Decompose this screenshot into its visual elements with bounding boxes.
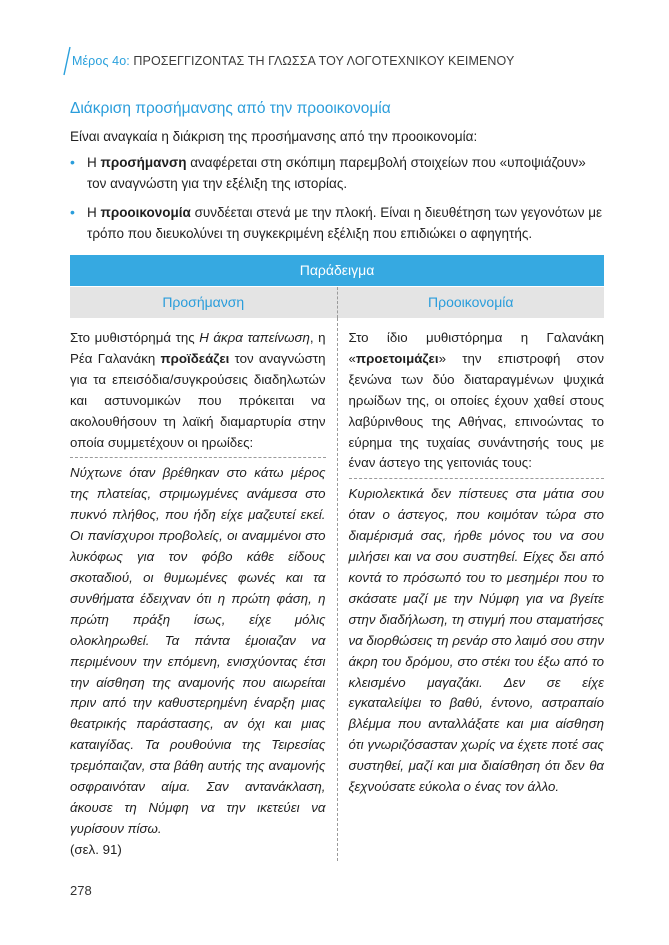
bullet-term: προοικονομία <box>100 205 191 220</box>
bullet-prefix: Η <box>87 155 101 170</box>
bullet-prefix: Η <box>87 205 101 220</box>
bullet-dot-icon: • <box>70 204 75 220</box>
intro-paragraph: Είναι αναγκαία η διάκριση της προσήμανσης από την προοικονομία: <box>70 129 478 144</box>
bullet-dot-icon: • <box>70 154 75 170</box>
bullet-text: αναφέρεται στη σκόπιμη παρεμβολή στοιχείων που «υποψιάζουν» τον αναγνώστη για την εξέλιξη της ιστορίας. <box>87 155 586 191</box>
header-text <box>72 54 514 68</box>
quote-text: Κυριολεκτικά δεν πίστευες στα μάτια σου όταν ο άστεγος, που κοιμόταν τώρα στο διαμέρισμά σας, ήρθε μόνος του να σου μιλήσει και να σου συστηθεί. Είχες δει από κοντά το πρόσωπό του το μεσημέρι που το σκάσατε μαζί με την Νύμφη για να βγείτε στην διαδήλωση, τη στιγμή που σταματήσες να διορθώσεις τη ρενάρ στο λαιμό σου στην άκρη του δρόμου, στο στέκι του έξω από το κλεισμένο μαγαζάκι. Δεν σε είχε εγκαταλείψει το βαθύ, έντονο, αστραπαίο βλέμμα που ανταλλάξατε και μια αίσθηση ότι γνωριζόσασταν χωρίς να έχετε ποτέ σας συστηθεί, μαζί και μια διαίσθηση ότι δεν θα ξεχνούσατε εύκολα ο ένας τον άλλο. <box>348 486 605 795</box>
example-table <box>70 255 604 861</box>
prooikonomia-cell <box>337 318 604 861</box>
column-heading-prosimansi: Προσήμανση <box>70 287 337 319</box>
key-verb: προϊδεάζει <box>160 350 230 366</box>
text-run: τον αναγνώστη για τα επεισόδια/συγκρούσεις διαδηλωτών και αστυνομικών που πρόκειται να ακολουθήσουν τη λαϊκή διαμαρτυρία στην οποία συμμετέχουν οι ηρωίδες: <box>70 350 326 450</box>
header-part: Μέρος 4ο: <box>72 54 130 68</box>
prosimansi-cell <box>70 318 337 861</box>
quote-text: Νύχτωνε όταν βρέθηκαν στο κάτω μέρος της πλατείας, στριμωγμένες ανάμεσα στο πυκνό πλήθος, που ήδη είχε μαζευτεί εκεί. Οι πανίσχυροι προβολείς, οι αναμμένοι στο λυκόφως για τον φόβο κάθε είδους σκοταδιού, οι θυμωμένες φωνές και τα συνθήματα έδειχναν ότι η πρώτη φάση, η πρώτη πράξη ίσως, είχε μόλις ολοκληρωθεί. Τα πάντα έμοιαζαν να περιμένουν την επόμενη, ενισχύοντας έτσι την αίσθηση της αναμονής που αιωρείται πριν από την καθυστερημένη έναρξη μιας θεατρικής παράστασης, αν όχι και μιας καταιγίδας. Τα ρουθούνια της Τειρεσίας τρεμόπαιζαν, στα βάθη αυτής της αναμονής οσφραινόταν αίμα. Σαν αντανάκλαση, άκουσε τη Νύμφη να την ικετεύει να γυρίσουν πίσω. <box>70 465 326 836</box>
novel-title: Η άκρα ταπείνωση <box>199 330 310 345</box>
key-verb: προετοιμάζει <box>355 350 439 366</box>
page-reference: (σελ. 91) <box>70 841 122 857</box>
bullet-list <box>70 152 603 252</box>
bullet-term: προσήμανση <box>100 155 187 170</box>
prooikonomia-intro <box>349 328 605 474</box>
prooikonomia-quote <box>349 478 605 798</box>
column-heading-prooikonomia: Προοικονομία <box>337 287 604 319</box>
prosimansi-quote <box>70 457 326 839</box>
bullet-item <box>70 202 603 244</box>
text-run: » την επιστροφή στον ξενώνα των δύο διαταραγμένων ψυχικά ηρωίδων της, οι οποίες έχουν χαθεί στους λαβύρινθους της Αθήνας, επινοώντας το εύρημα της τυχαίας συνάντησής τους με έναν άστεγο της γειτονιάς τους: <box>348 350 605 471</box>
header-slash-icon <box>62 46 72 76</box>
example-banner: Παράδειγμα <box>70 255 604 287</box>
text-run: Στο μυθιστόρημά της <box>70 330 200 345</box>
bullet-item <box>70 152 603 194</box>
section-title: Διάκριση προσήμανσης από την προοικονομία <box>70 100 391 117</box>
text-run: Στο ίδιο μυθιστόρημα η Γαλανάκη « <box>348 330 605 366</box>
header-title: ΠΡΟΣΕΓΓΙΖΟΝΤΑΣ ΤΗ ΓΛΩΣΣΑ ΤΟΥ ΛΟΓΟΤΕΧΝΙΚΟΥ ΚΕΙΜΕΝΟΥ <box>133 54 515 68</box>
running-header <box>62 46 622 82</box>
bullet-text: συνδέεται στενά με την πλοκή. Είναι η διευθέτηση των γεγονότων με τρόπο που διευκολύνει τη συγκεκριμένη εξέλιξη που επιδιώκει ο αφηγητής. <box>87 205 602 241</box>
prosimansi-intro <box>70 328 326 453</box>
text-run: , η Ρέα Γαλανάκη <box>70 330 326 366</box>
page-number: 278 <box>70 883 92 898</box>
